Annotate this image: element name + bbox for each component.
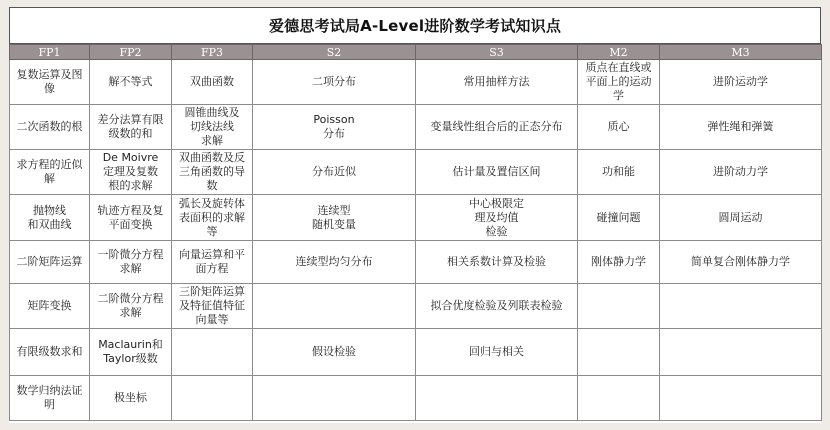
table-cell: 估计量及置信区间 [416,150,578,195]
table-cell [578,284,660,329]
table-cell [578,329,660,376]
table-cell: 解不等式 [90,60,172,105]
table-row [10,150,822,195]
table-cell: 圆锥曲线及 切线法线 求解 [172,105,253,150]
table-cell: 质点在直线或 平面上的运动 学 [578,60,660,105]
table-cell: 回归与相关 [416,329,578,376]
column-header-s3: S3 [416,45,578,60]
table-cell [660,376,822,421]
table-cell: 进阶动力学 [660,150,822,195]
table-cell: 圆周运动 [660,195,822,241]
column-header-m3: M3 [660,45,822,60]
table-cell: 极坐标 [90,376,172,421]
table-cell [253,284,416,329]
column-header-fp1: FP1 [10,45,90,60]
sheet-title: 爱德思考试局A-Level进阶数学考试知识点 [9,7,821,44]
table-cell: 二阶矩阵运算 [10,241,90,284]
column-header-s2: S2 [253,45,416,60]
table-cell [660,329,822,376]
table-cell: Maclaurin和 Taylor级数 [90,329,172,376]
column-header-fp3: FP3 [172,45,253,60]
table-cell [172,329,253,376]
table-cell: 碰撞问题 [578,195,660,241]
table-cell [416,376,578,421]
table-cell: 弧长及旋转体 表面积的求解 等 [172,195,253,241]
table-cell: 有限级数求和 [10,329,90,376]
table-cell: 差分法算有限 级数的和 [90,105,172,150]
table-cell: 简单复合刚体静力学 [660,241,822,284]
knowledge-table [9,44,822,421]
table-cell: 变量线性组合后的正态分布 [416,105,578,150]
table-row [10,60,822,105]
table-cell: 轨迹方程及复 平面变换 [90,195,172,241]
table-cell [578,376,660,421]
table-cell [172,376,253,421]
table-cell: 数学归纳法证 明 [10,376,90,421]
table-cell: 拟合优度检验及列联表检验 [416,284,578,329]
table-cell: 三阶矩阵运算 及特征值特征 向量等 [172,284,253,329]
table-row [10,329,822,376]
column-header-fp2: FP2 [90,45,172,60]
table-row [10,105,822,150]
table-cell: 相关系数计算及检验 [416,241,578,284]
table-cell: 质心 [578,105,660,150]
knowledge-points-sheet [9,7,821,423]
table-cell: 假设检验 [253,329,416,376]
table-row [10,195,822,241]
table-cell: 二项分布 [253,60,416,105]
table-cell: 矩阵变换 [10,284,90,329]
table-cell: 连续型均匀分布 [253,241,416,284]
table-cell [660,284,822,329]
table-cell: 分布近似 [253,150,416,195]
table-cell: De Moivre 定理及复数 根的求解 [90,150,172,195]
table-cell: 复数运算及图 像 [10,60,90,105]
table-cell: 求方程的近似 解 [10,150,90,195]
table-cell: 双曲函数 [172,60,253,105]
table-row [10,376,822,421]
table-cell: 向量运算和平 面方程 [172,241,253,284]
column-header-m2: M2 [578,45,660,60]
table-cell: 抛物线 和双曲线 [10,195,90,241]
table-row [10,284,822,329]
table-row [10,241,822,284]
table-cell: 连续型 随机变量 [253,195,416,241]
table-cell: 弹性绳和弹簧 [660,105,822,150]
table-cell [253,376,416,421]
table-cell: 二次函数的根 [10,105,90,150]
table-cell: 功和能 [578,150,660,195]
table-cell: 进阶运动学 [660,60,822,105]
table-cell: 刚体静力学 [578,241,660,284]
table-cell: 中心极限定 理及均值 检验 [416,195,578,241]
table-cell: Poisson 分布 [253,105,416,150]
table-cell: 二阶微分方程 求解 [90,284,172,329]
table-cell: 一阶微分方程 求解 [90,241,172,284]
table-cell: 双曲函数及反 三角函数的导 数 [172,150,253,195]
table-cell: 常用抽样方法 [416,60,578,105]
header-row [10,45,822,60]
